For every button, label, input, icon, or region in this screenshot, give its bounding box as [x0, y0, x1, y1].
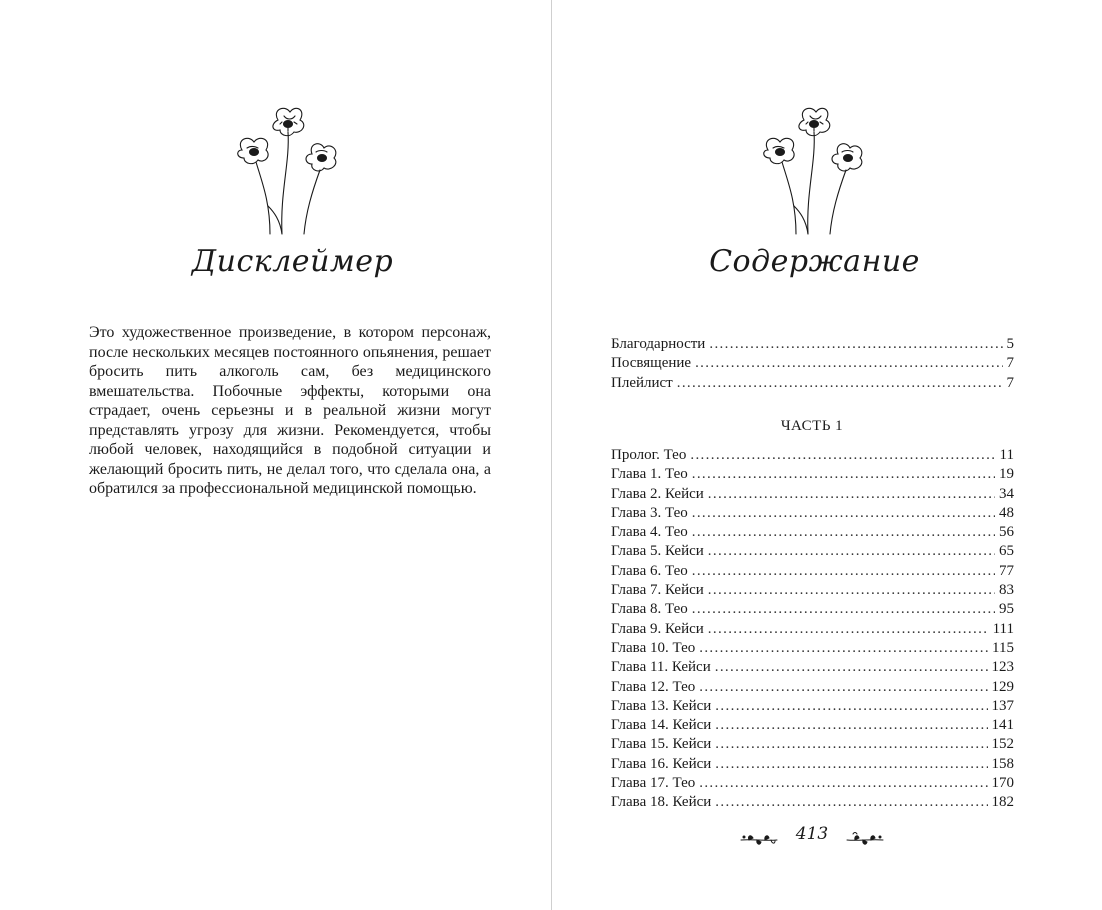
toc-leader	[699, 678, 987, 697]
toc-entry[interactable]	[611, 755, 1014, 774]
toc-leader	[692, 562, 995, 581]
toc-entry-page: 115	[992, 639, 1014, 656]
toc-entry[interactable]	[611, 581, 1014, 600]
toc-entry[interactable]	[611, 735, 1014, 754]
toc-leader	[699, 774, 987, 793]
toc-leader	[708, 485, 995, 504]
toc-entry[interactable]	[611, 542, 1014, 561]
toc-entry-title: Глава 12. Тео	[611, 678, 696, 695]
toc-entry[interactable]	[611, 639, 1014, 658]
contents-heading: Содержание	[709, 244, 920, 279]
toc-entry-page: 65	[999, 543, 1014, 560]
toc-entry-title: Глава 16. Кейси	[611, 755, 712, 772]
toc-entry[interactable]	[611, 658, 1014, 677]
toc-entry-title: Глава 5. Кейси	[611, 543, 704, 560]
toc-entry[interactable]	[611, 465, 1014, 484]
toc-entry-page: 152	[991, 736, 1014, 753]
toc-leader	[715, 755, 987, 774]
toc-leader	[708, 542, 995, 561]
toc-entry-page: 34	[999, 485, 1014, 502]
poppy-flowers-icon	[232, 102, 344, 236]
page-folio	[737, 822, 887, 858]
toc-entry-title: Глава 17. Тео	[611, 775, 696, 792]
toc-entry-title: Глава 14. Кейси	[611, 717, 712, 734]
toc-entry[interactable]	[611, 793, 1014, 812]
toc-leader	[708, 581, 995, 600]
toc-entry[interactable]	[611, 716, 1014, 735]
toc-entry-page: 19	[999, 466, 1014, 483]
toc-leader	[715, 716, 987, 735]
toc-leader	[695, 354, 1002, 373]
toc-leader	[690, 446, 995, 465]
toc-entry-title: Глава 2. Кейси	[611, 485, 704, 502]
toc-entry-title: Глава 7. Кейси	[611, 582, 704, 599]
toc-leader	[715, 658, 988, 677]
toc-leader	[692, 523, 995, 542]
page-number: 413	[795, 824, 829, 844]
toc-entry[interactable]	[611, 620, 1014, 639]
toc-entry[interactable]	[611, 678, 1014, 697]
leaf-sprig-icon	[845, 828, 885, 852]
toc-entry-title: Глава 18. Кейси	[611, 794, 712, 811]
toc-entry-title: Глава 15. Кейси	[611, 736, 712, 753]
toc-entry-title: Глава 10. Тео	[611, 639, 696, 656]
toc-leader	[677, 374, 1003, 393]
toc-entry[interactable]	[611, 374, 1014, 393]
poppy-flowers-icon	[758, 102, 870, 236]
toc-entry-title: Глава 8. Тео	[611, 601, 688, 618]
toc-entry-title: Посвящение	[611, 355, 692, 372]
toc-entry-page: 77	[999, 562, 1014, 579]
toc-entry-title: Пролог. Тео	[611, 447, 687, 463]
toc-leader	[708, 620, 989, 639]
toc-entry-page: 95	[999, 601, 1014, 618]
toc-entry[interactable]	[611, 523, 1014, 542]
toc-entry-title: Благодарности	[611, 336, 706, 352]
toc-entry-page: 141	[991, 717, 1014, 734]
right-page	[552, 0, 1102, 910]
toc-entry-page: 7	[1006, 355, 1014, 372]
toc-entry-page: 5	[1006, 336, 1014, 352]
toc-entry-page: 48	[999, 504, 1014, 521]
toc-entry-page: 7	[1006, 374, 1014, 391]
toc-leader	[699, 639, 988, 658]
toc-entry[interactable]	[611, 354, 1014, 373]
toc-entry-title: Глава 9. Кейси	[611, 620, 704, 637]
toc-entry-title: Глава 11. Кейси	[611, 659, 711, 676]
toc-entry-page: 111	[992, 620, 1014, 637]
toc-entry[interactable]	[611, 562, 1014, 581]
toc-leader	[692, 504, 995, 523]
toc-leader	[692, 465, 995, 484]
toc-entry[interactable]	[611, 504, 1014, 523]
toc-entry-page: 11	[999, 447, 1014, 463]
toc-entry-page: 170	[991, 775, 1014, 792]
toc-entry-title: Глава 13. Кейси	[611, 697, 712, 714]
toc-leader	[715, 793, 987, 812]
toc-entry-page: 56	[999, 524, 1014, 541]
toc-entry[interactable]	[611, 446, 1014, 465]
toc-entry-page: 158	[991, 755, 1014, 772]
toc-entry-page: 182	[991, 794, 1014, 811]
disclaimer-text: Это художественное произведение, в котором персонаж, после нескольких месяцев постоянного опьянения, решает бросить пить алкоголь сам, без медицинского вмешательства. Побочные эффекты, которыми она страдает, очень серьезны и в реальной жизни могут представлять угрозу для жизни. Рекомендуется, чтобы любой человек, находящийся в подобной ситуации и желающий бросить пить, не делал того, что сделала она, а обратился за профессиональной медицинской помощью.	[89, 324, 491, 497]
disclaimer-heading: Дисклеймер	[191, 244, 394, 279]
toc-entry[interactable]	[611, 485, 1014, 504]
toc-chapters	[611, 446, 1014, 813]
toc-entry-page: 129	[991, 678, 1014, 695]
toc-front-matter	[611, 335, 1014, 393]
toc-leader	[715, 697, 987, 716]
toc-entry-title: Глава 1. Тео	[611, 466, 688, 483]
toc-entry-title: Глава 3. Тео	[611, 504, 688, 521]
toc-entry[interactable]	[611, 697, 1014, 716]
part-title: ЧАСТЬ 1	[780, 418, 844, 434]
toc-entry[interactable]	[611, 335, 1014, 354]
toc-leader	[692, 600, 995, 619]
toc-entry-title: Плейлист	[611, 374, 673, 391]
toc-entry-title: Глава 6. Тео	[611, 562, 688, 579]
toc-entry[interactable]	[611, 600, 1014, 619]
toc-entry-title: Глава 4. Тео	[611, 524, 688, 541]
toc-entry-page: 123	[991, 659, 1014, 676]
toc-entry-page: 137	[991, 697, 1014, 714]
toc-leader	[715, 735, 987, 754]
toc-entry-page: 83	[999, 582, 1014, 599]
toc-entry[interactable]	[611, 774, 1014, 793]
toc-leader	[709, 335, 1002, 354]
